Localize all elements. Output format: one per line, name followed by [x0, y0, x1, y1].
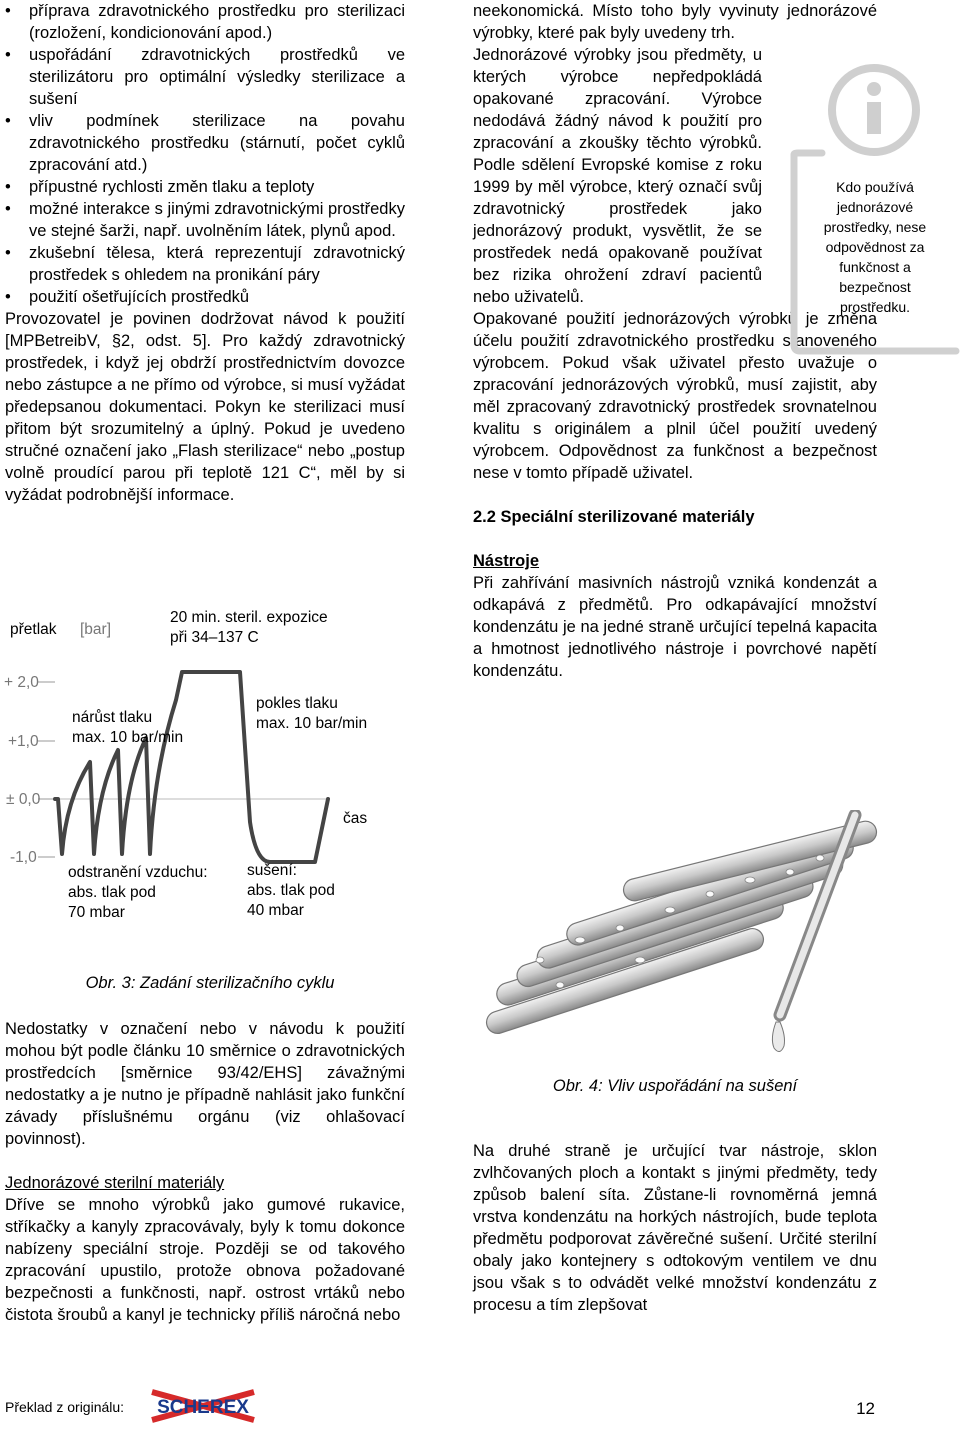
figure-caption: Obr. 4: Vliv uspořádání na sušení — [552, 1077, 798, 1095]
paragraph: Při zahřívání masivních nástrojů vzniká kondenzát a odkapává z předmětů. Pro odkapávající množství kondenzátu je na jedné straně určující tepelná kapacita a hmotnost jednotlivého nástroje i povrchové napětí kondenzátu. — [473, 574, 877, 680]
paragraph: Na druhé straně je určující tvar nástroje, sklon zvlhčovaných ploch a kontakt s jinými předměty, tedy způsob balení síta. Zůstane-li rovnoměrná jemná vrstva kondenzátu na horkých nástrojích, bude teplota předmětu podporovat závěrečné sušení. Určité sterilní obaly jako kontejnery s odtokovým ventilem ve dnu jsou však s to odvádět velké množství kondenzátu z procesu a tím zlepšovat — [473, 1142, 877, 1314]
instrument-rods-image — [470, 810, 890, 1060]
y-axis-label: přetlak — [10, 621, 57, 638]
y-tick-label: + 2,0 — [4, 674, 39, 691]
figure-caption: Obr. 3: Zadání sterilizačního cyklu — [85, 974, 335, 992]
svg-text:SCHEREX: SCHEREX — [157, 1397, 249, 1418]
left-column-top — [5, 0, 405, 506]
drop-annotation: max. 10 bar/min — [256, 715, 368, 732]
list-item: • příprava zdravotnického prostředku pro sterilizaci (rozložení, kondicionování apod.) — [5, 0, 405, 44]
exposure-annotation: 20 min. steril. expozice — [170, 609, 328, 626]
y-tick-label: ± 0,0 — [6, 791, 41, 808]
footer-label: Překlad z originálu: — [5, 1399, 125, 1415]
list-item: • možné interakce s jinými zdravotnickými prostředky ve stejné šarži, např. uvolněním látek, plynů apod. — [5, 198, 405, 242]
sub-heading: Nástroje — [473, 552, 540, 570]
sterilization-cycle-diagram — [0, 600, 420, 930]
rise-annotation: max. 10 bar/min — [72, 729, 184, 746]
cycle-curve-graphic — [0, 600, 420, 930]
scherex-logo — [148, 1388, 258, 1424]
info-box — [790, 55, 960, 355]
rise-annotation: nárůst tlaku — [72, 709, 153, 726]
paragraph: Opakované použití jednorázových výrobků je změna účelu použití zdravotnického prostředku stanoveného výrobcem. Pokud však uživatel přesto uvažuje o zpracování jednorázových výrobků, musí zajistit, aby měl zpracovaný zdravotnický prostředek srovnatelnou kvalitu s originálem a plnil účel použití uvedený výrobcem. Odpovědnost za funkčnost a bezpečnost nese v tomto případě uživatel. — [473, 310, 877, 482]
paragraph: neekonomická. Místo toho byly vyvinuty jednorázové výrobky, které pak byly uvedeny trh. — [473, 2, 877, 42]
drying-annotation: 40 mbar — [247, 902, 304, 919]
paragraph: Dříve se mnoho výrobků jako gumové rukavice, stříkačky a kanyly zpracovávaly, byly k tomu dokonce nabízeny speciální stroje. Později se od takového zpracování upustilo, protože obnova požadované bezpečnosti a funkčnosti, např. ostrost vrtáků nebo čistota šroubů a kanyl je technicky příliš náročná nebo — [5, 1196, 405, 1324]
list-item: • uspořádání zdravotnických prostředků ve sterilizátoru pro optimální výsledky sterilizace a sušení — [5, 44, 405, 110]
instruments-illustration — [470, 810, 890, 1060]
left-column-bottom — [5, 1018, 405, 1326]
drying-annotation: abs. tlak pod — [247, 882, 335, 899]
list-item: • zkušební tělesa, která reprezentují zdravotnický prostředek s ohledem na pronikání páry — [5, 242, 405, 286]
section-heading: 2.2 Speciální sterilizované materiály — [473, 508, 755, 526]
paragraph: Jednorázové výrobky jsou předměty, u kterých výrobce nepředpokládá opakované zpracování. Výrobce nedodává žádný návod k použití pro zpracování a zkoušky těchto výrobků. Podle sdělení Evropské komise z roku 1999 by měl výrobce, který označí svůj zdravotnický prostředek jako jednorázový produkt, vysvětlit, že se prostředek nedá opakovaně používat bez rizika ohrožení zdraví pacientů nebo uživatelů. — [473, 46, 762, 306]
exposure-annotation: při 34–137 C — [170, 629, 259, 646]
time-axis-label: čas — [343, 810, 368, 827]
drying-annotation: sušení: — [247, 862, 297, 879]
list-item: • přípustné rychlosti změn tlaku a teploty — [5, 176, 405, 198]
page-number: 12 — [856, 1399, 875, 1418]
requirements-list — [5, 0, 405, 308]
list-item: • použití ošetřujících prostředků — [5, 286, 405, 308]
paragraph: Nedostatky v označení nebo v návodu k použití mohou být podle článku 10 směrnice o zdravotnických prostředcích [směrnice 93/42/EHS] závažnými nedostatky a je nutno je případně nahlásit jako funkční závady příslušnému orgánu (viz ohlašovací povinnost). — [5, 1020, 405, 1148]
right-column-bottom — [473, 1140, 877, 1316]
air-removal-annotation: odstranění vzduchu: — [68, 864, 208, 881]
y-tick-label: -1,0 — [10, 849, 37, 866]
list-item: • vliv podmínek sterilizace na povahu zdravotnického prostředku (stárnutí, počet cyklů zpracování atd.) — [5, 110, 405, 176]
air-removal-annotation: 70 mbar — [68, 904, 125, 921]
y-axis-unit: [bar] — [80, 621, 112, 638]
y-tick-label: +1,0 — [8, 733, 39, 750]
drop-annotation: pokles tlaku — [256, 695, 338, 712]
paragraph: Provozovatel je povinen dodržovat návod k použití [MPBetreibV, §2, odst. 5]. Pro každý zdravotnický prostředek, i když jej obdrží prostřednictvím dovozce nebo zástupce a ne přímo od výrobce, si musí vyžádat předepsanou dokumentaci. Pokyn ke sterilizaci musí přitom být srozumitelný a úplný. Pokud je uvedeno stručné označení jako „Flash sterilizace“ nebo „postup volně proudící parou při teplotě 121 C“, měl by si vyžádat podrobnější informace. — [5, 310, 405, 504]
air-removal-annotation: abs. tlak pod — [68, 884, 156, 901]
section-heading: Jednorázové sterilní materiály — [5, 1174, 225, 1192]
info-text: Kdo používá jednorázové prostředky, nese odpovědnost za funkčnost a bezpečnost prostředku. — [823, 179, 927, 315]
